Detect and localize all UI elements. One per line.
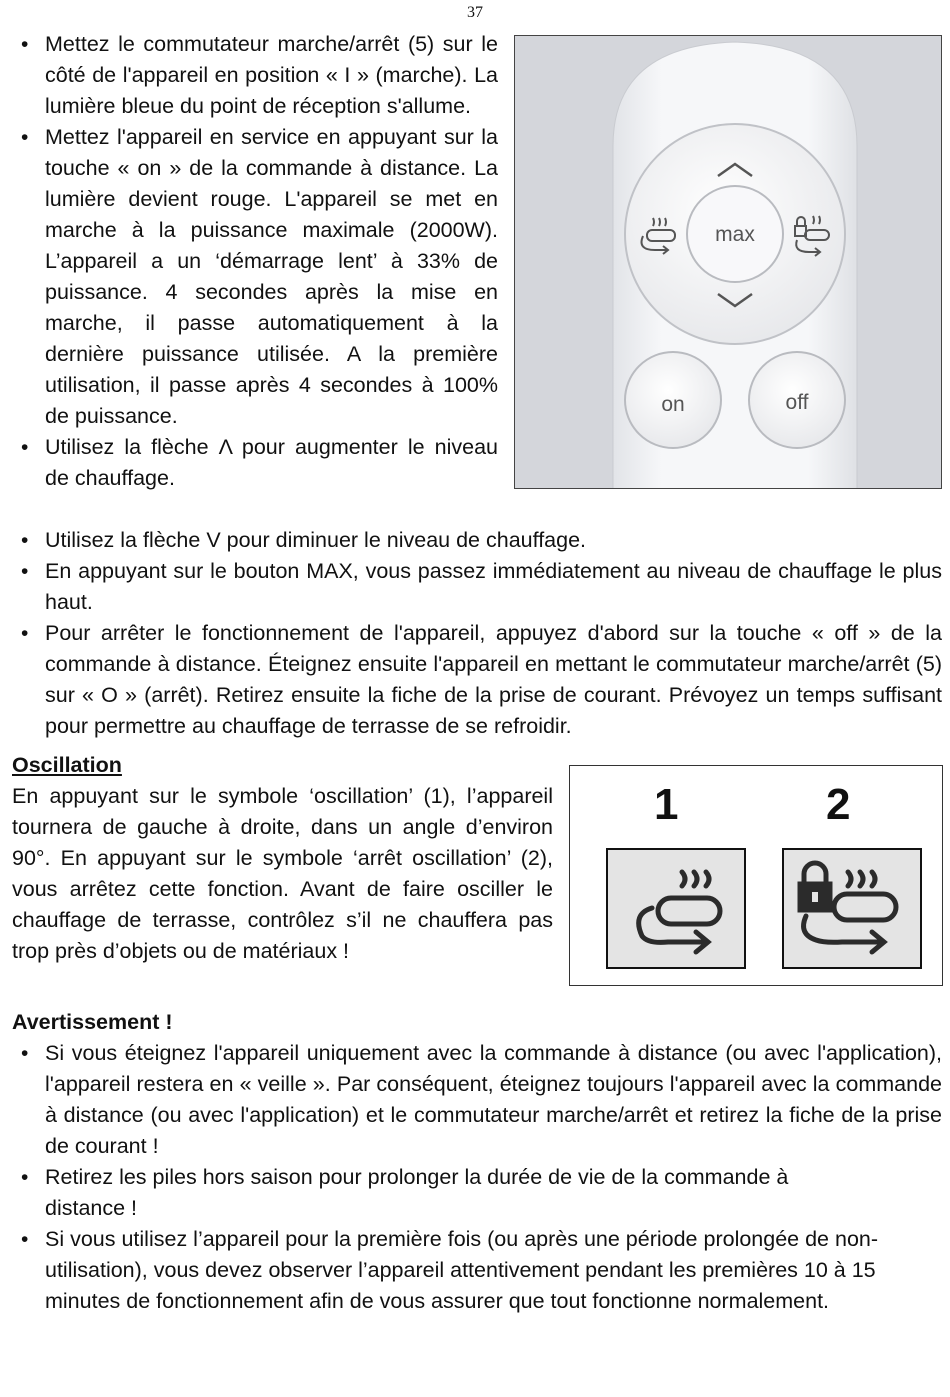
oscillation-lock-icon-box (782, 848, 922, 969)
list-item: • Mettez le commutateur marche/arrêt (5) sur le côté de l'appareil en position « I » (marche). La lumière bleue du point de réception s'allume. (12, 29, 498, 122)
oscillation-heading: Oscillation (12, 753, 122, 777)
off-label: off (785, 391, 809, 414)
page-number: 37 (467, 4, 483, 21)
oscillation-figure (569, 765, 943, 986)
instructions-bottom (12, 525, 942, 742)
oscillation-lock-icon (784, 850, 920, 967)
warning-heading: Avertissement ! (12, 1010, 173, 1034)
warning-list (12, 1038, 942, 1317)
oscillation-icon (608, 850, 744, 967)
figure-label-1: 1 (654, 780, 679, 829)
list-item: • En appuyant sur le bouton MAX, vous passez immédiatement au niveau de chauffage le plus haut. (12, 556, 942, 618)
list-item: • Utilisez la flèche V pour diminuer le niveau de chauffage. (12, 525, 942, 556)
oscillation-text: En appuyant sur le symbole ‘oscillation’ (1), l’appareil tournera de gauche à droite, dans un angle d’environ 90°. En appuyant sur le symbole ‘arrêt oscillation’ (2), vous arrêtez cette fonction. Avant de faire osciller le chauffage de terrasse, contrôlez s’il ne chauffera pas trop près d’objets ou de matériaux ! (12, 784, 553, 963)
remote-control-photo (514, 35, 942, 489)
on-label: on (661, 393, 685, 416)
figure-label-2: 2 (826, 780, 851, 829)
list-item: • Si vous éteignez l'appareil uniquement avec la commande à distance (ou avec l'application), l'appareil restera en « veille ». Par conséquent, éteignez toujours l'appareil avec la commande à distance (ou avec l'application) et le commutateur marche/arrêt et retirez la fiche de la prise de courant ! (12, 1038, 942, 1162)
list-item: • Pour arrêter le fonctionnement de l'appareil, appuyez d'abord sur la touche « off » de la commande à distance. Éteignez ensuite l'appareil en mettant le commutateur marche/arrêt (5) sur « O » (arrêt). Retirez ensuite la fiche de la prise de courant. Prévoyez un temps suffisant pour permettre au chauffage de terrasse de se refroidir. (12, 618, 942, 742)
list-item: • Utilisez la flèche Λ pour augmenter le niveau de chauffage. (12, 432, 498, 494)
list-item: • Si vous utilisez l’appareil pour la première fois (ou après une période prolongée de non-utilisation), vous devez observer l’appareil attentivement pendant les premières 10 à 15 minutes de fonctionnement afin de vous assurer que tout fonctionne normalement. (12, 1224, 942, 1317)
instructions-top (12, 29, 498, 494)
list-item: • Retirez les piles hors saison pour prolonger la durée de vie de la commande à distance ! (12, 1162, 942, 1224)
oscillation-icon-box (606, 848, 746, 969)
list-item: • Mettez l'appareil en service en appuyant sur la touche « on » de la commande à distance. La lumière devient rouge. L'appareil se met en marche à la puissance maximale (2000W). L’appareil a un ‘démarrage lent’ à 33% de puissance. 4 secondes après la mise en marche, il passe automatiquement à la dernière puissance utilisée. A la première utilisation, il passe après 4 secondes à 100% de puissance. (12, 122, 498, 432)
max-label: max (715, 223, 755, 246)
